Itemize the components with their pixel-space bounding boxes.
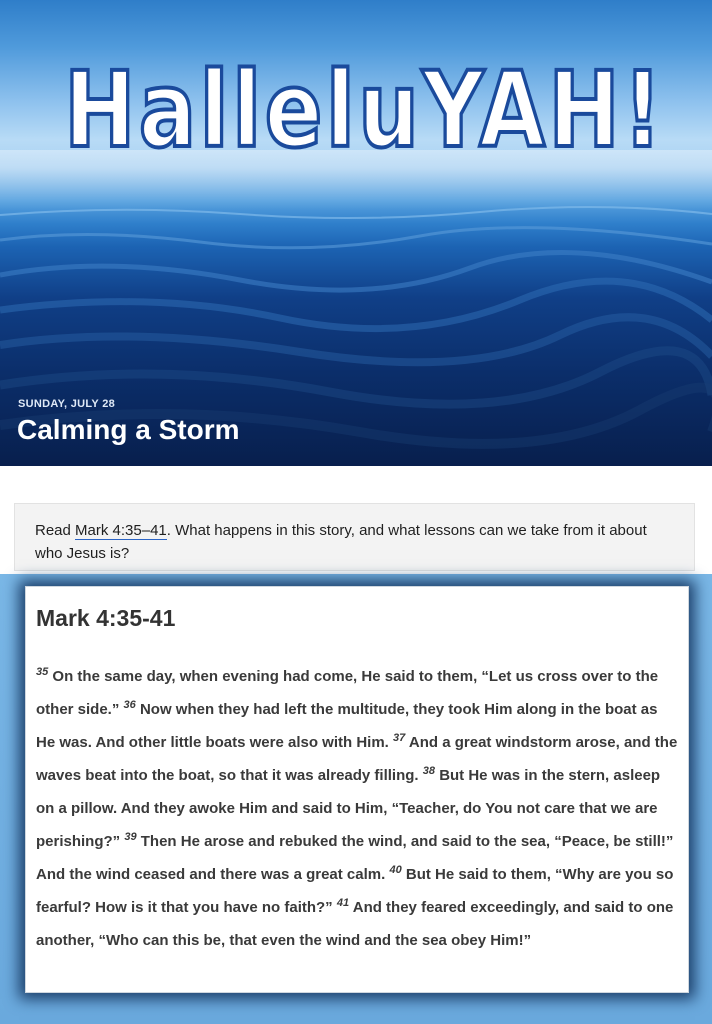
passage-card (25, 586, 689, 993)
halleluyah-banner-text: HalleluYAH! (64, 49, 666, 171)
passage-title: Mark 4:35-41 (36, 605, 176, 631)
post-date: SUNDAY, JULY 28 (18, 398, 116, 410)
verse-text: And a great windstorm arose, and the waves beat into the boat, so that it was already filling. (36, 734, 678, 784)
question-card (14, 503, 695, 571)
verse-text: And they feared exceedingly, and said to one another, “Who can this be, that even the wind and the sea obey Him!” (36, 899, 674, 949)
page-title: Calming a Storm (17, 414, 240, 445)
verse-number: 40 (389, 864, 402, 876)
verse-number: 36 (123, 699, 136, 711)
verse-number: 35 (36, 666, 49, 678)
verse-number: 38 (422, 765, 436, 777)
verse-number: 37 (393, 732, 406, 744)
verse-text: Then He arose and rebuked the wind, and said to the sea, “Peace, be still!” And the wind ceased and there was a great calm. (36, 833, 674, 883)
verse-number: 41 (336, 897, 350, 909)
hero-banner (0, 0, 712, 466)
passage-text (36, 660, 678, 957)
question-prefix: Read (35, 522, 71, 539)
scripture-reference-link[interactable]: Mark 4:35–41 (75, 522, 167, 539)
verse-text: Now when they had left the multitude, they took Him along in the boat as He was. And other little boats were also with Him. (36, 701, 658, 751)
question-text: . What happens in this story, and what lessons can we take from it about who Jesus is? (35, 522, 647, 562)
verse-number: 39 (124, 831, 137, 843)
verse-text: But He said to them, “Why are you so fearful? How is it that you have no faith?” (36, 866, 674, 916)
verse-text: But He was in the stern, asleep on a pillow. And they awoke Him and said to Him, “Teacher, do You not care that we are perishing?” (36, 767, 661, 850)
verse-text: On the same day, when evening had come, He said to them, “Let us cross over to the other side.” (36, 668, 659, 718)
